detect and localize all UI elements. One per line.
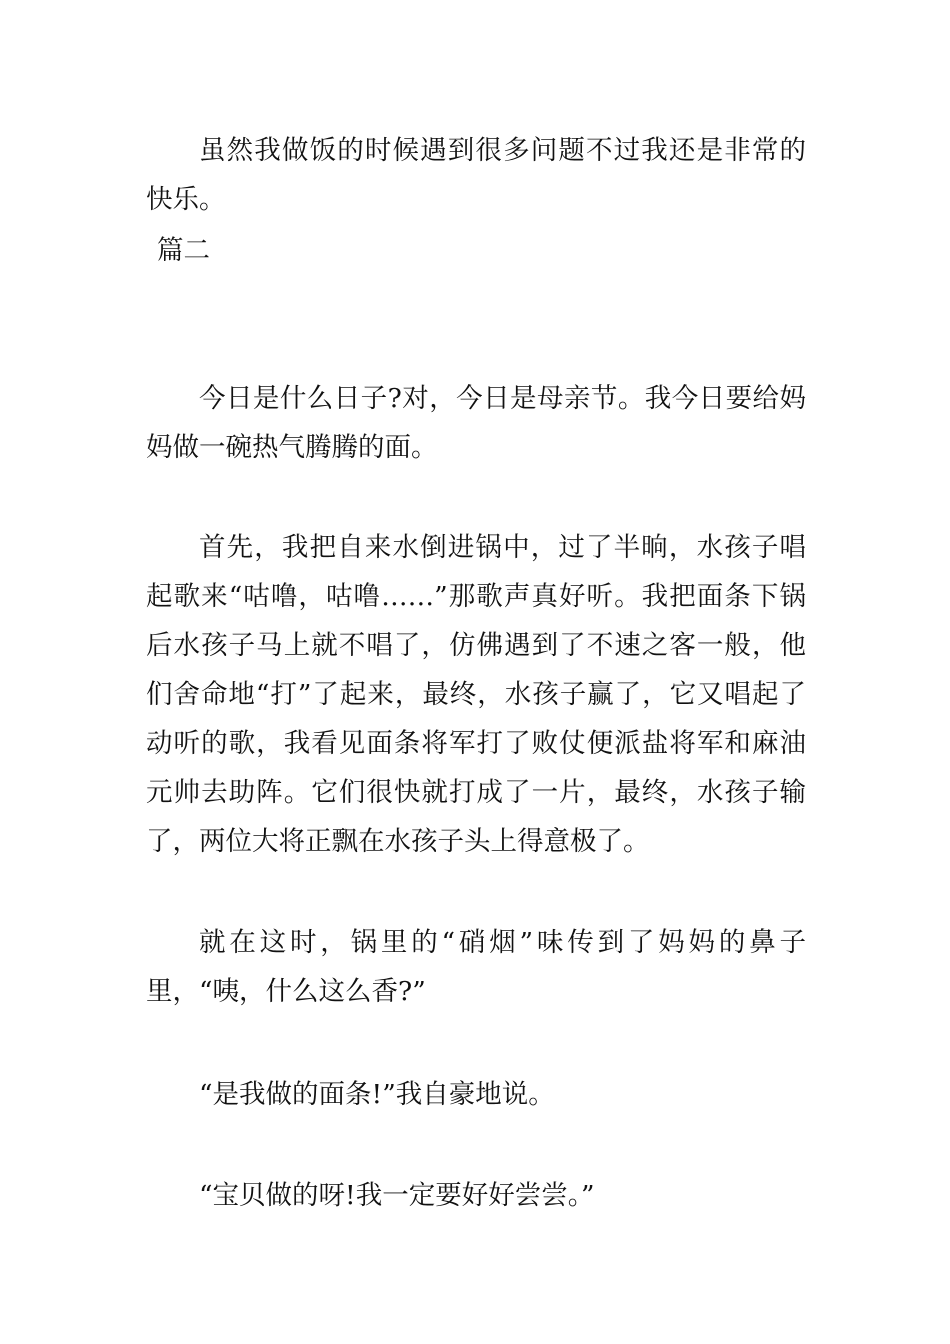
section-heading: 篇二 (157, 235, 210, 266)
paragraph-mothers-day: 今日是什么日子?对，今日是母亲节。我今日要给妈妈做一碗热气腾腾的面。 (146, 383, 806, 463)
paragraph-cooking-story: 首先，我把自来水倒进锅中，过了半晌，水孩子唱起歌来“咕噜，咕噜……”那歌声真好听。我把面条下锅后水孩子马上就不唱了，仿佛遇到了不速之客一般，他们舍命地“打”了起来，最终，水孩子赢了，它又唱起了动听的歌，我看见面条将军打了败仗便派盐将军和麻油元帅去助阵。它们很快就打成了一片，最终，水孩子输了，两位大将正飘在水孩子头上得意极了。 (146, 532, 806, 857)
paragraph-proud-reply: “是我做的面条!”我自豪地说。 (199, 1079, 555, 1110)
paragraph-intro-ending: 虽然我做饭的时候遇到很多问题不过我还是非常的快乐。 (146, 135, 806, 215)
paragraph-mother-reply: “宝贝做的呀!我一定要好好尝尝。” (199, 1180, 595, 1211)
paragraph-aroma: 就在这时，锅里的“硝烟”味传到了妈妈的鼻子里，“咦，什么这么香?” (146, 927, 806, 1007)
